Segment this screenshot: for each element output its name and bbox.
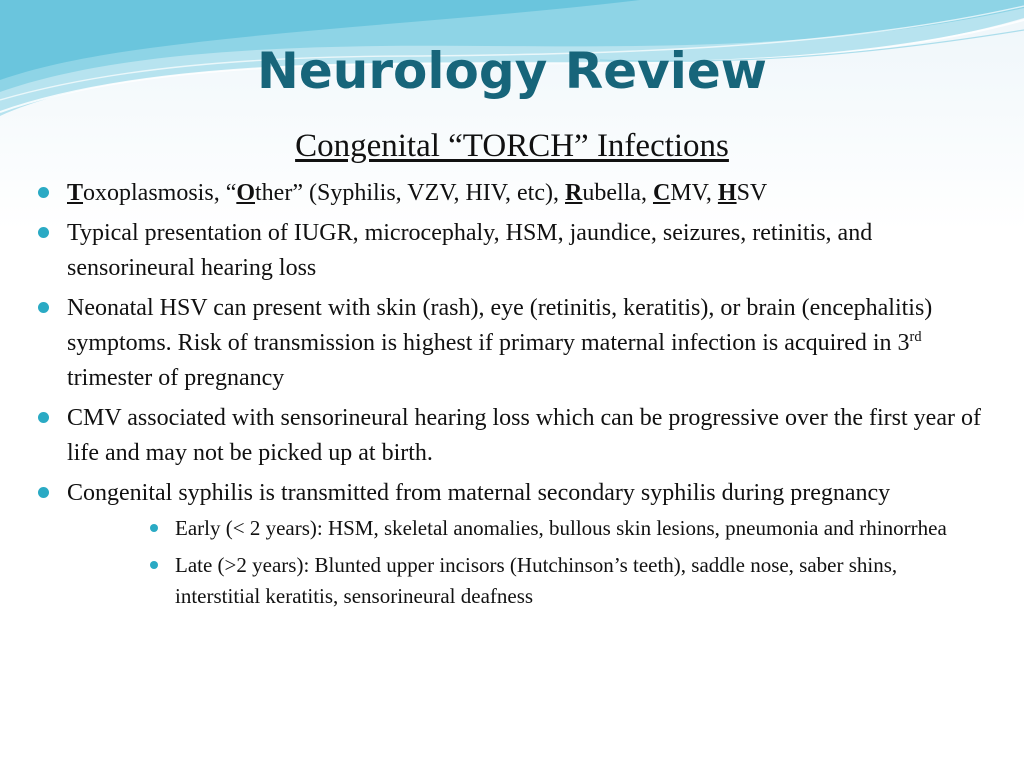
bullet-dot bbox=[38, 302, 49, 313]
acronym-letter-c: C bbox=[652, 180, 671, 206]
bullet-text: Neonatal HSV can present with skin (rash), eye (retinitis, keratitis), or brain (encephalitis) symptoms. Risk of transmission is highest if primary maternal infection is acquired in 3 bbox=[67, 295, 933, 356]
acronym-text: oxoplasmosis, “ bbox=[83, 180, 237, 206]
acronym-letter-r: R bbox=[565, 180, 583, 206]
bullet-cmv bbox=[0, 401, 1024, 471]
sub-bullet-late bbox=[67, 550, 984, 612]
acronym-letter-h: H bbox=[717, 180, 737, 206]
bullet-text: Congenital syphilis is transmitted from maternal secondary syphilis during pregnancy bbox=[67, 480, 891, 506]
bullet-neonatal-hsv bbox=[0, 291, 1024, 396]
acronym-text: SV bbox=[736, 180, 768, 206]
slide-subtitle: Congenital “TORCH” Infections bbox=[295, 128, 729, 164]
superscript-rd: rd bbox=[909, 329, 922, 345]
bullet-typical-presentation bbox=[0, 216, 1024, 286]
sub-bullet-dot bbox=[150, 524, 158, 532]
acronym-text: ther” (Syphilis, VZV, HIV, etc), bbox=[255, 180, 565, 206]
bullet-text: CMV associated with sensorineural hearing loss which can be progressive over the first year of life and may not be picked up at birth. bbox=[67, 405, 981, 466]
acronym-text: ubella, bbox=[582, 180, 653, 206]
bullet-dot bbox=[38, 487, 49, 498]
bullet-text: Typical presentation of IUGR, microcephaly, HSM, jaundice, seizures, retinitis, and sensorineural hearing loss bbox=[67, 220, 873, 281]
acronym-letter-o: O bbox=[236, 180, 256, 206]
bullet-torch-acronym bbox=[0, 176, 1024, 211]
sub-bullet-early bbox=[67, 513, 984, 544]
sub-bullet-text: Early (< 2 years): HSM, skeletal anomalies, bullous skin lesions, pneumonia and rhinorrhea bbox=[175, 516, 947, 540]
bullet-list bbox=[0, 176, 1024, 618]
sub-bullet-list bbox=[67, 513, 984, 612]
bullet-text: trimester of pregnancy bbox=[67, 365, 285, 391]
bullet-dot bbox=[38, 187, 49, 198]
bullet-dot bbox=[38, 412, 49, 423]
bullet-congenital-syphilis bbox=[0, 476, 1024, 612]
acronym-letter-t: T bbox=[67, 180, 84, 206]
sub-bullet-text: Late (>2 years): Blunted upper incisors (Hutchinson’s teeth), saddle nose, saber shins, interstitial keratitis, sensorineural deafness bbox=[175, 553, 898, 608]
acronym-text: MV, bbox=[670, 180, 718, 206]
sub-bullet-dot bbox=[150, 561, 158, 569]
slide-title: Neurology Review bbox=[257, 42, 767, 100]
bullet-dot bbox=[38, 227, 49, 238]
